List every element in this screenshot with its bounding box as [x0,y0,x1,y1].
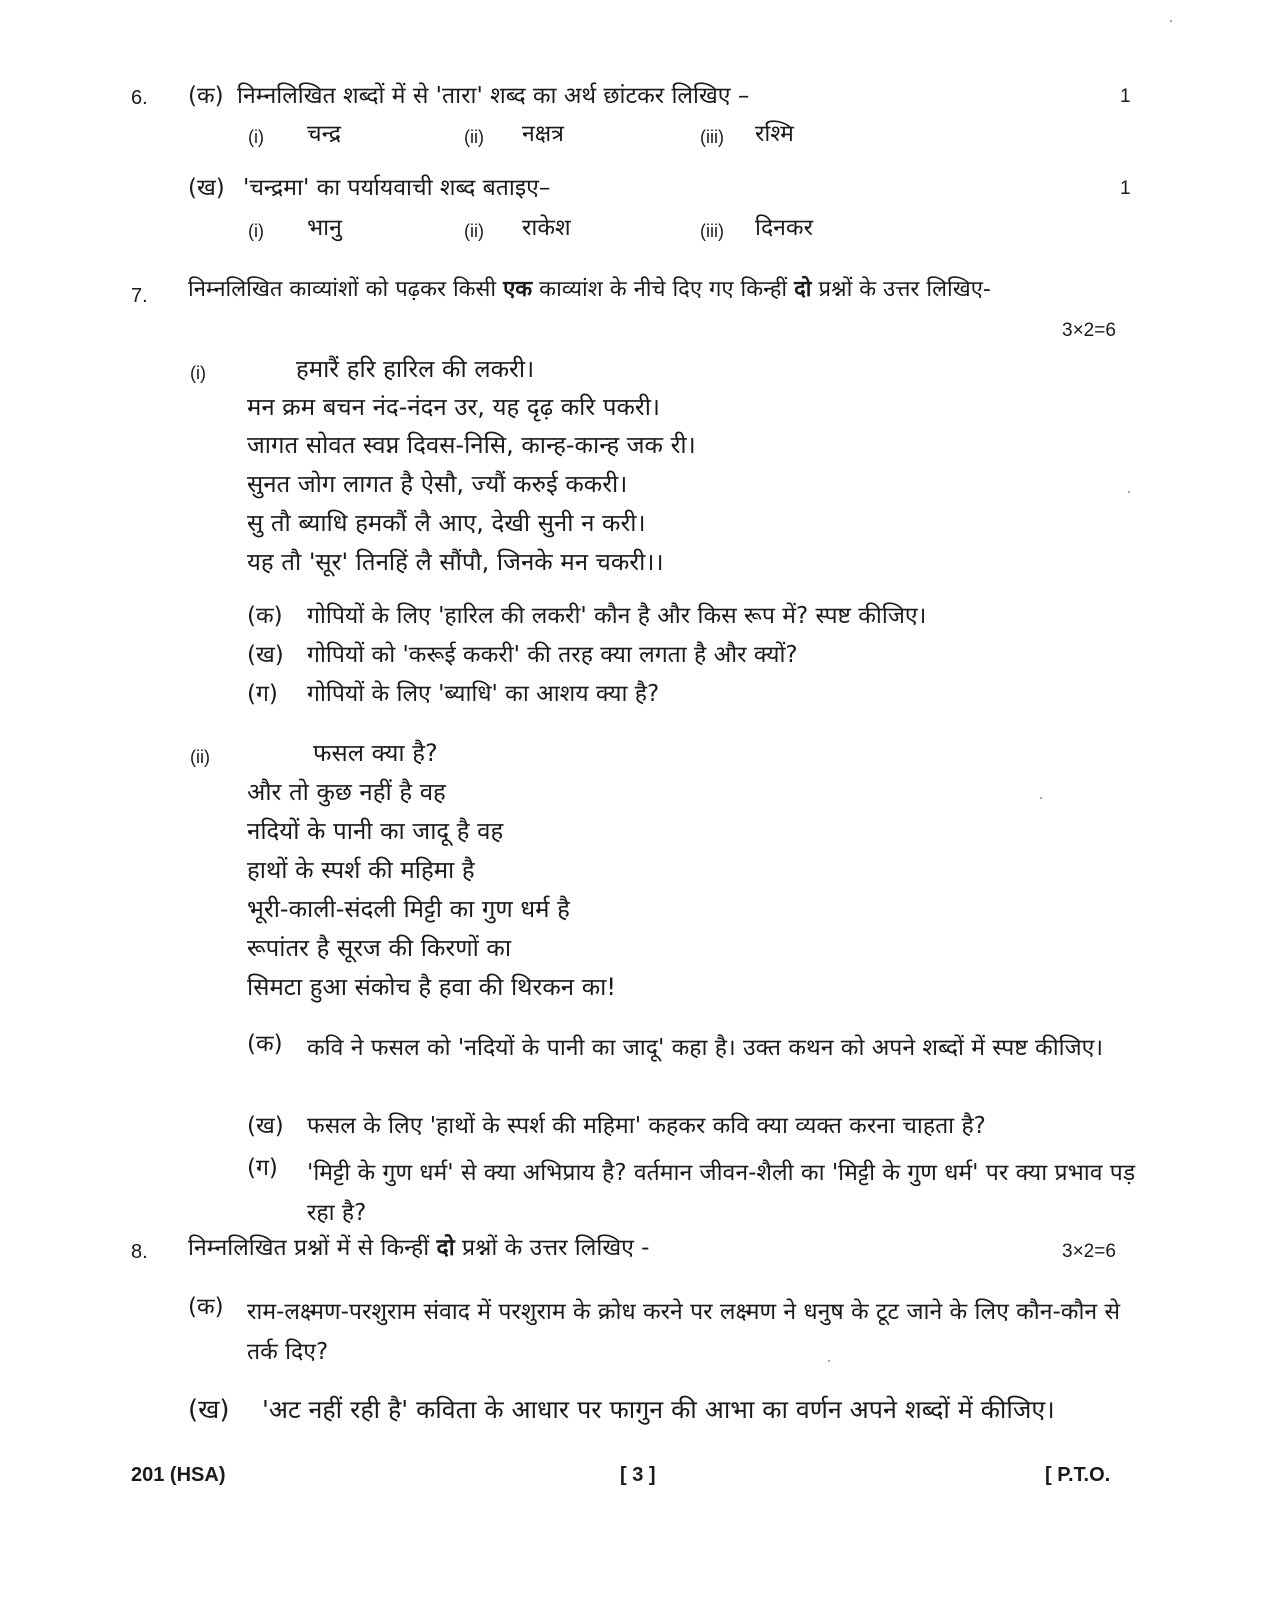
pto-label: [ P.T.O. [1045,1464,1111,1486]
sub-question-text: फसल के लिए 'हाथों के स्पर्श की महिमा' कहकर कवि क्या व्यक्त करना चाहता है? [307,1113,986,1139]
poem-line: सुनत जोग लागत है ऐसौ, ज्यौं करुई ककरी। [247,470,628,498]
poem-line: हाथों के स्पर्श की महिमा है [247,856,475,884]
sub-question-label: (ग) [247,1155,278,1181]
sub-question-text: 'मिट्टी के गुण धर्म' से क्या अभिप्राय है? वर्तमान जीवन-शैली का 'मिट्टी के गुण धर्म' पर क्या प्रभाव पड़ रहा है? [307,1160,1136,1226]
passage-2-label: (ii) [190,747,210,767]
passage-1-label: (i) [190,363,206,383]
option-num: (i) [248,221,264,241]
scan-speck [1040,797,1042,799]
question-6b-label: (ख) [188,175,225,201]
option-num: (ii) [464,127,484,147]
question-6b-text: 'चन्द्रमा' का पर्यायवाची शब्द बताइए– [243,175,551,201]
scan-speck [828,1360,830,1362]
sub-question-label: (क) [188,1294,224,1320]
poem-line: हमारैं हरि हारिल की लकरी। [296,355,535,383]
question-8-marks: 3×2=6 [1062,1241,1116,1262]
poem-line: सिमटा हुआ संकोच है हवा की थिरकन का! [247,973,616,1001]
option-text: भानु [307,215,342,241]
poem-line: यह तौ 'सूर' तिनहिं लै सौंपौ, जिनके मन चकरी।। [247,548,664,576]
question-6a-label: (क) [188,83,224,109]
sub-question-text: राम-लक्ष्मण-परशुराम संवाद में परशुराम के क्रोध करने पर लक्ष्मण ने धनुष के टूट जाने के लिए कौन-कौन से तर्क दिए? [247,1299,1121,1365]
question-8-text: निम्नलिखित प्रश्नों में से किन्हीं दो प्रश्नों के उत्तर लिखिए - [188,1235,650,1261]
poem-line: जागत सोवत स्वप्न दिवस-निसि, कान्ह-कान्ह जक री। [247,431,696,459]
option-text: नक्षत्र [522,121,564,147]
sub-question-text: 'अट नहीं रही है' कविता के आधार पर फागुन की आभा का वर्णन अपने शब्दों में कीजिए। [262,1395,1055,1424]
option-num: (i) [248,127,264,147]
option-num: (iii) [700,221,724,241]
poem-line: मन क्रम बचन नंद-नंदन उर, यह दृढ़ करि पकरी। [247,393,661,421]
question-6a-text: निम्नलिखित शब्दों में से 'तारा' शब्द का अर्थ छांटकर लिखिए – [237,83,750,109]
option-num: (ii) [464,221,484,241]
question-6b-marks: 1 [1120,178,1131,199]
poem-line: भूरी-काली-संदली मिट्टी का गुण धर्म है [247,895,570,923]
poem-line: सु तौ ब्याधि हमकौं लै आए, देखी सुनी न करी। [247,509,646,537]
paper-code: 201 (HSA) [131,1464,226,1486]
option-text: दिनकर [755,215,814,241]
sub-question-text: गोपियों के लिए 'हारिल की लकरी' कौन है और किस रूप में? स्पष्ट कीजिए। [307,603,927,629]
question-7-text: निम्नलिखित काव्यांशों को पढ़कर किसी एक काव्यांश के नीचे दिए गए किन्हीं दो प्रश्नों के उत्तर लिखिए- [188,277,991,302]
option-text: रश्मि [755,121,794,147]
question-8-number: 8. [131,1241,148,1263]
question-7-number: 7. [131,285,148,307]
sub-question-label: (क) [247,603,283,629]
option-text: राकेश [522,215,571,241]
sub-question-text: गोपियों को 'करूई ककरी' की तरह क्या लगता है और क्यों? [307,642,798,668]
sub-question-text: गोपियों के लिए 'ब्याधि' का आशय क्या है? [307,681,660,707]
sub-question-label: (ख) [247,1113,284,1139]
sub-question-label: (ख) [247,642,284,668]
sub-question-label: (ख) [188,1395,230,1425]
option-text: चन्द्र [307,121,341,147]
poem-line: रूपांतर है सूरज की किरणों का [247,934,512,962]
scan-speck [1170,20,1172,22]
sub-question-text: कवि ने फसल को 'नदियों के पानी का जादू' कहा है। उक्त कथन को अपने शब्दों में स्पष्ट कीजिए। [307,1035,1104,1061]
option-num: (iii) [700,127,724,147]
poem-line: और तो कुछ नहीं है वह [247,778,446,806]
sub-question-label: (क) [247,1031,283,1057]
question-6-number: 6. [131,87,148,109]
question-6a-marks: 1 [1120,86,1131,107]
poem-line: नदियों के पानी का जादू है वह [247,817,504,845]
question-7-marks: 3×2=6 [1062,320,1116,341]
page-number: [ 3 ] [620,1464,656,1486]
poem-line: फसल क्या है? [313,739,438,767]
sub-question-label: (ग) [247,681,278,707]
scan-speck [1128,491,1130,493]
